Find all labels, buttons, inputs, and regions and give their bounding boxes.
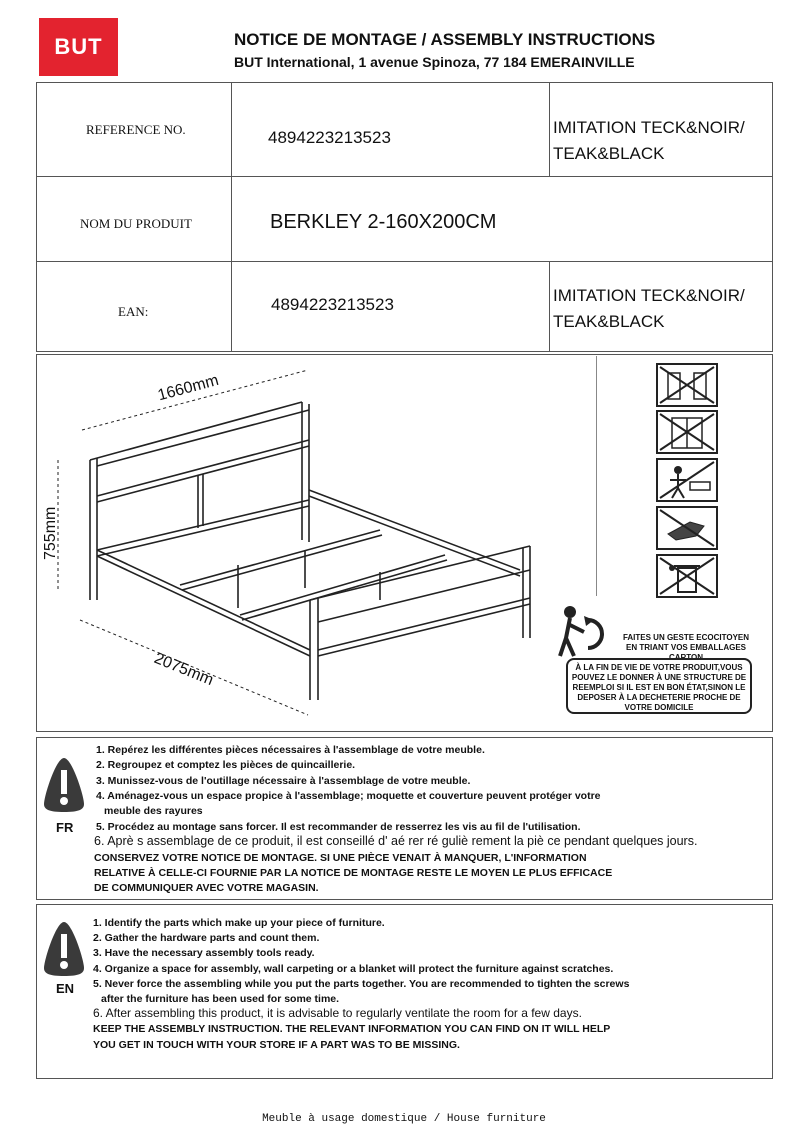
fr-keep-notice-1: CONSERVEZ VOTRE NOTICE DE MONTAGE. SI UNE PIÈCE VENAIT À MANQUER, L'INFORMATION <box>94 852 587 864</box>
fr-item-4-cont: meuble des rayures <box>104 805 203 817</box>
en-warning-icon <box>42 920 86 976</box>
en-keep-notice-2: YOU GET IN TOUCH WITH YOUR STORE IF A PART WAS TO BE MISSING. <box>93 1039 460 1051</box>
eco-notice-line2: POUVEZ LE DONNER À UNE STRUCTURE DE <box>571 673 747 682</box>
eco-notice-line1: À LA FIN DE VIE DE VOTRE PRODUIT,VOUS <box>575 663 743 672</box>
fr-item-5: 5. Procédez au montage sans forcer. Il est recommander de resserrez les vis au fil de l'utilisation. <box>96 821 581 833</box>
en-keep-notice-1: KEEP THE ASSEMBLY INSTRUCTION. THE RELEVANT INFORMATION YOU CAN FIND ON IT WILL HELP <box>93 1023 611 1035</box>
fr-item-1: 1. Repérez les différentes pièces nécessaires à l'assemblage de votre meuble. <box>96 744 485 756</box>
eco-notice-line4: DEPOSER À LA DECHETERIE PROCHE DE <box>577 693 741 702</box>
no-cabinet-icon <box>656 410 718 454</box>
en-item-4: 4. Organize a space for assembly, wall carpeting or a blanket will protect the furniture against scratches. <box>93 963 614 975</box>
en-item-3: 3. Have the necessary assembly tools ready. <box>93 947 315 959</box>
fr-warning-icon <box>42 756 86 812</box>
en-item-5-cont: after the furniture has been used for some time. <box>101 993 340 1005</box>
en-item-1: 1. Identify the parts which make up your piece of furniture. <box>93 917 385 929</box>
reference-color-line2: TEAK&BLACK <box>553 144 665 163</box>
reference-value: 4894223213523 <box>268 128 391 147</box>
eco-notice-line5: VOTRE DOMICILE <box>624 703 694 712</box>
fr-keep-notice-2: RELATIVE À CELLE-CI FOURNIE PAR LA NOTICE DE MONTAGE RESTE LE MOYEN LE PLUS EFFICACE <box>94 867 613 879</box>
recycling-person-icon <box>552 602 612 660</box>
ean-value: 4894223213523 <box>271 295 394 314</box>
page-footer: Meuble à usage domestique / House furniture <box>262 1113 546 1125</box>
ean-label: EAN: <box>118 304 149 319</box>
company-address: BUT International, 1 avenue Spinoza, 77 184 EMERAINVILLE <box>234 54 635 70</box>
ean-color-line1: IMITATION TECK&NOIR/ <box>553 286 745 305</box>
product-name-value: BERKLEY 2-160X200CM <box>270 211 497 233</box>
reference-label: REFERENCE NO. <box>86 122 186 137</box>
bed-frame-illustration <box>40 360 560 728</box>
en-item-2: 2. Gather the hardware parts and count them. <box>93 932 320 944</box>
no-power-tool-icon <box>656 506 718 550</box>
width-dimension-label: 1660mm <box>156 371 221 405</box>
fr-keep-notice-3: DE COMMUNIQUER AVEC VOTRE MAGASIN. <box>94 882 319 894</box>
eco-notice-line3: REEMPLOI SI IL EST EN BON ÉTAT,SINON LE <box>572 683 746 692</box>
fr-item-6: 6. Aprè s assemblage de ce produit, il est conseillé d' aé rer ré guliè rement la piè ce pendant quelques jours. <box>94 834 698 848</box>
reference-color-line1: IMITATION TECK&NOIR/ <box>553 118 745 137</box>
eco-slogan-line1: FAITES UN GESTE ECOCITOYEN <box>622 633 750 642</box>
product-name-label: NOM DU PRODUIT <box>80 216 192 231</box>
en-item-6: 6. After assembling this product, it is advisable to regularly ventilate the room for a few days. <box>93 1006 582 1020</box>
fr-language-label: FR <box>56 820 74 835</box>
height-dimension-label: 755mm <box>42 506 59 560</box>
eco-slogan-line2: EN TRIANT VOS EMBALLAGES CARTON <box>625 643 746 662</box>
en-language-label: EN <box>56 981 75 996</box>
document-title: NOTICE DE MONTAGE / ASSEMBLY INSTRUCTIONS <box>234 30 656 49</box>
en-item-5: 5. Never force the assembling while you put the parts together. You are recommended to tighten the screws <box>93 978 630 990</box>
ean-color-line2: TEAK&BLACK <box>553 312 665 331</box>
table-divider <box>231 82 232 352</box>
no-tools-icon <box>656 363 718 407</box>
table-divider <box>549 82 550 176</box>
table-divider <box>549 261 550 352</box>
fr-item-2: 2. Regroupez et comptez les pièces de quincaillerie. <box>96 759 356 771</box>
but-logo: BUT <box>39 18 118 76</box>
length-dimension-label: 2075mm <box>151 650 216 690</box>
no-climbing-icon <box>656 458 718 502</box>
fr-item-4: 4. Aménagez-vous un espace propice à l'assemblage; moquette et couverture peuvent protéger votre <box>96 790 601 802</box>
diagram-divider <box>596 356 597 596</box>
table-divider <box>36 261 773 262</box>
fr-item-3: 3. Munissez-vous de l'outillage nécessaire à l'assemblage de votre meuble. <box>96 775 471 787</box>
no-trash-icon <box>656 554 718 598</box>
table-divider <box>36 176 773 177</box>
